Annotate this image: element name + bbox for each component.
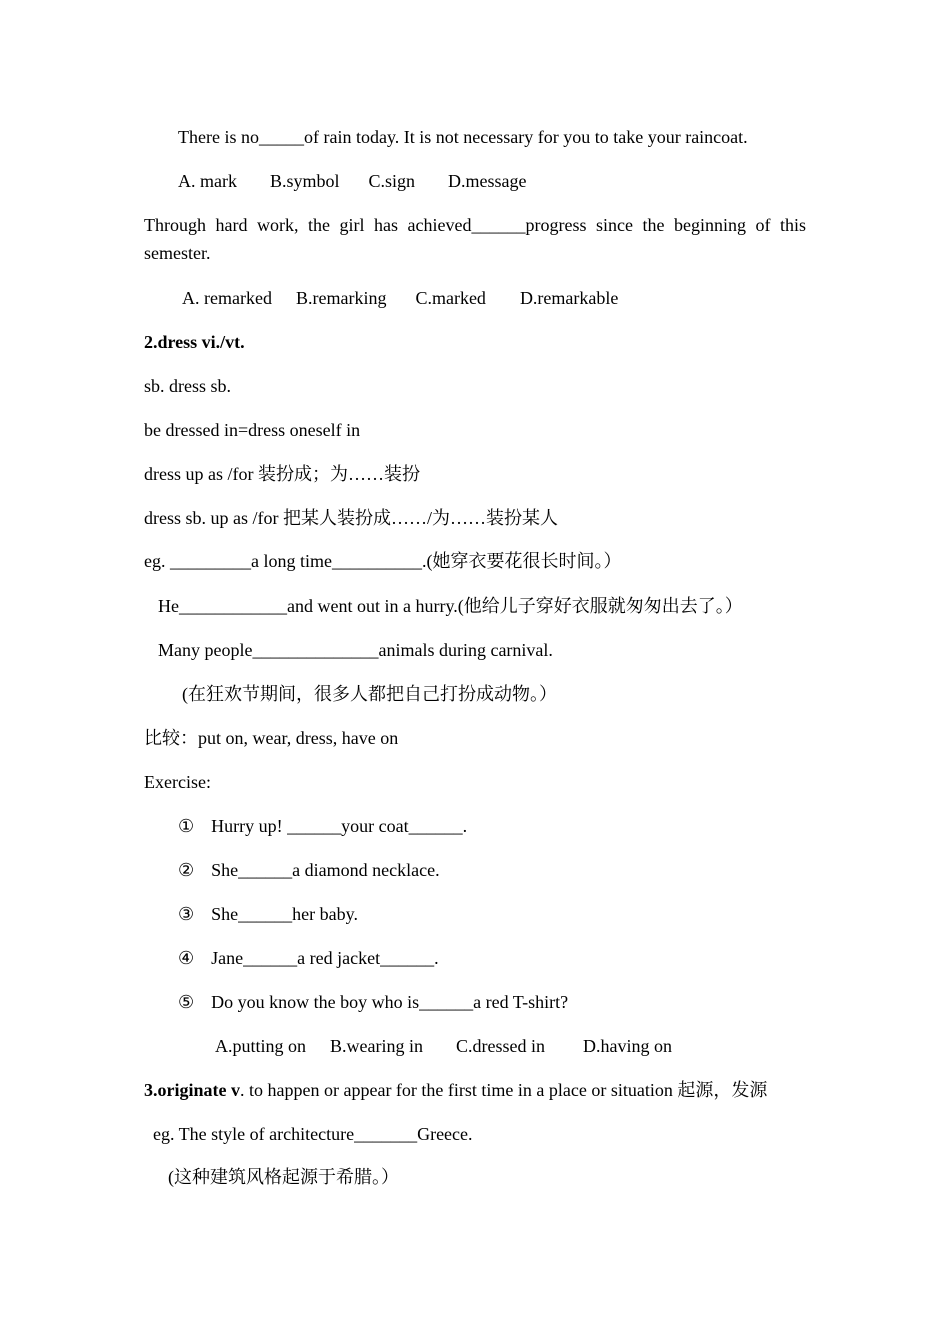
question-2-text-line1: Through hard work, the girl has achieved______progress since the beginning of this — [144, 215, 806, 235]
exercise-text: Do you know the boy who is______a red T-shirt? — [211, 992, 569, 1012]
exercise-label: Exercise: — [144, 772, 211, 792]
dress-compare: 比较：put on, wear, dress, have on — [144, 728, 399, 748]
exercise-number: ④ — [178, 948, 195, 968]
exercise-text: She______her baby. — [211, 904, 358, 924]
option-c: C.dressed in — [456, 1036, 545, 1056]
question-2-text-line2: semester. — [144, 243, 211, 263]
exercise-number: ③ — [178, 904, 195, 924]
dress-usage-1: sb. dress sb. — [144, 376, 232, 396]
exercise-number: ⑤ — [178, 992, 195, 1012]
exercise-options — [215, 1034, 672, 1058]
exercise-text: She______a diamond necklace. — [211, 860, 440, 880]
exercise-item-1 — [178, 814, 467, 838]
option-d: D.having on — [583, 1036, 672, 1056]
option-a: A. mark — [178, 171, 237, 191]
exercise-number: ② — [178, 860, 195, 880]
question-2-options — [182, 286, 618, 310]
dress-heading-text: 2.dress vi./vt. — [144, 332, 245, 352]
option-c: C.sign — [368, 171, 416, 191]
exercise-item-5 — [178, 990, 568, 1014]
exercise-item-3 — [178, 902, 358, 926]
dress-heading — [144, 330, 245, 354]
option-a: A. remarked — [182, 288, 272, 308]
originate-example: eg. The style of architecture_______Greece. — [153, 1124, 473, 1144]
option-a: A.putting on — [215, 1036, 307, 1056]
exercise-text: Hurry up! ______your coat______. — [211, 816, 468, 836]
exercise-number: ① — [178, 816, 195, 836]
option-c: C.marked — [415, 288, 486, 308]
dress-usage-4: dress sb. up as /for 把某人装扮成……/为……装扮某人 — [144, 508, 558, 528]
originate-definition: . to happen or appear for the first time in a place or situation 起源，发源 — [240, 1080, 768, 1100]
originate-heading: 3.originate v — [144, 1080, 240, 1100]
dress-usage-2: be dressed in=dress oneself in — [144, 420, 361, 440]
option-b: B.wearing in — [330, 1036, 423, 1056]
dress-example-2: He____________and went out in a hurry.(他给儿子穿好衣服就匆匆出去了。） — [158, 596, 743, 616]
exercise-text: Jane______a red jacket______. — [211, 948, 439, 968]
dress-example-1: eg. _________a long time__________.(她穿衣要花很长时间。） — [144, 551, 622, 571]
option-d: D.remarkable — [519, 288, 619, 308]
question-1-text: There is no_____of rain today. It is not necessary for you to take your raincoat. — [178, 127, 748, 147]
originate-definition-line — [144, 1078, 767, 1102]
option-b: B.remarking — [295, 288, 387, 308]
option-b: B.symbol — [269, 171, 340, 191]
option-d: D.message — [448, 171, 527, 191]
dress-usage-3: dress up as /for 装扮成；为……装扮 — [144, 464, 420, 484]
exercise-item-4 — [178, 946, 439, 970]
dress-example-3-translation: (在狂欢节期间，很多人都把自己打扮成动物。） — [182, 684, 557, 704]
originate-example-translation: (这种建筑风格起源于希腊。） — [168, 1167, 399, 1187]
question-1-options — [178, 169, 527, 193]
dress-example-3: Many people______________animals during carnival. — [158, 640, 553, 660]
exercise-item-2 — [178, 858, 440, 882]
